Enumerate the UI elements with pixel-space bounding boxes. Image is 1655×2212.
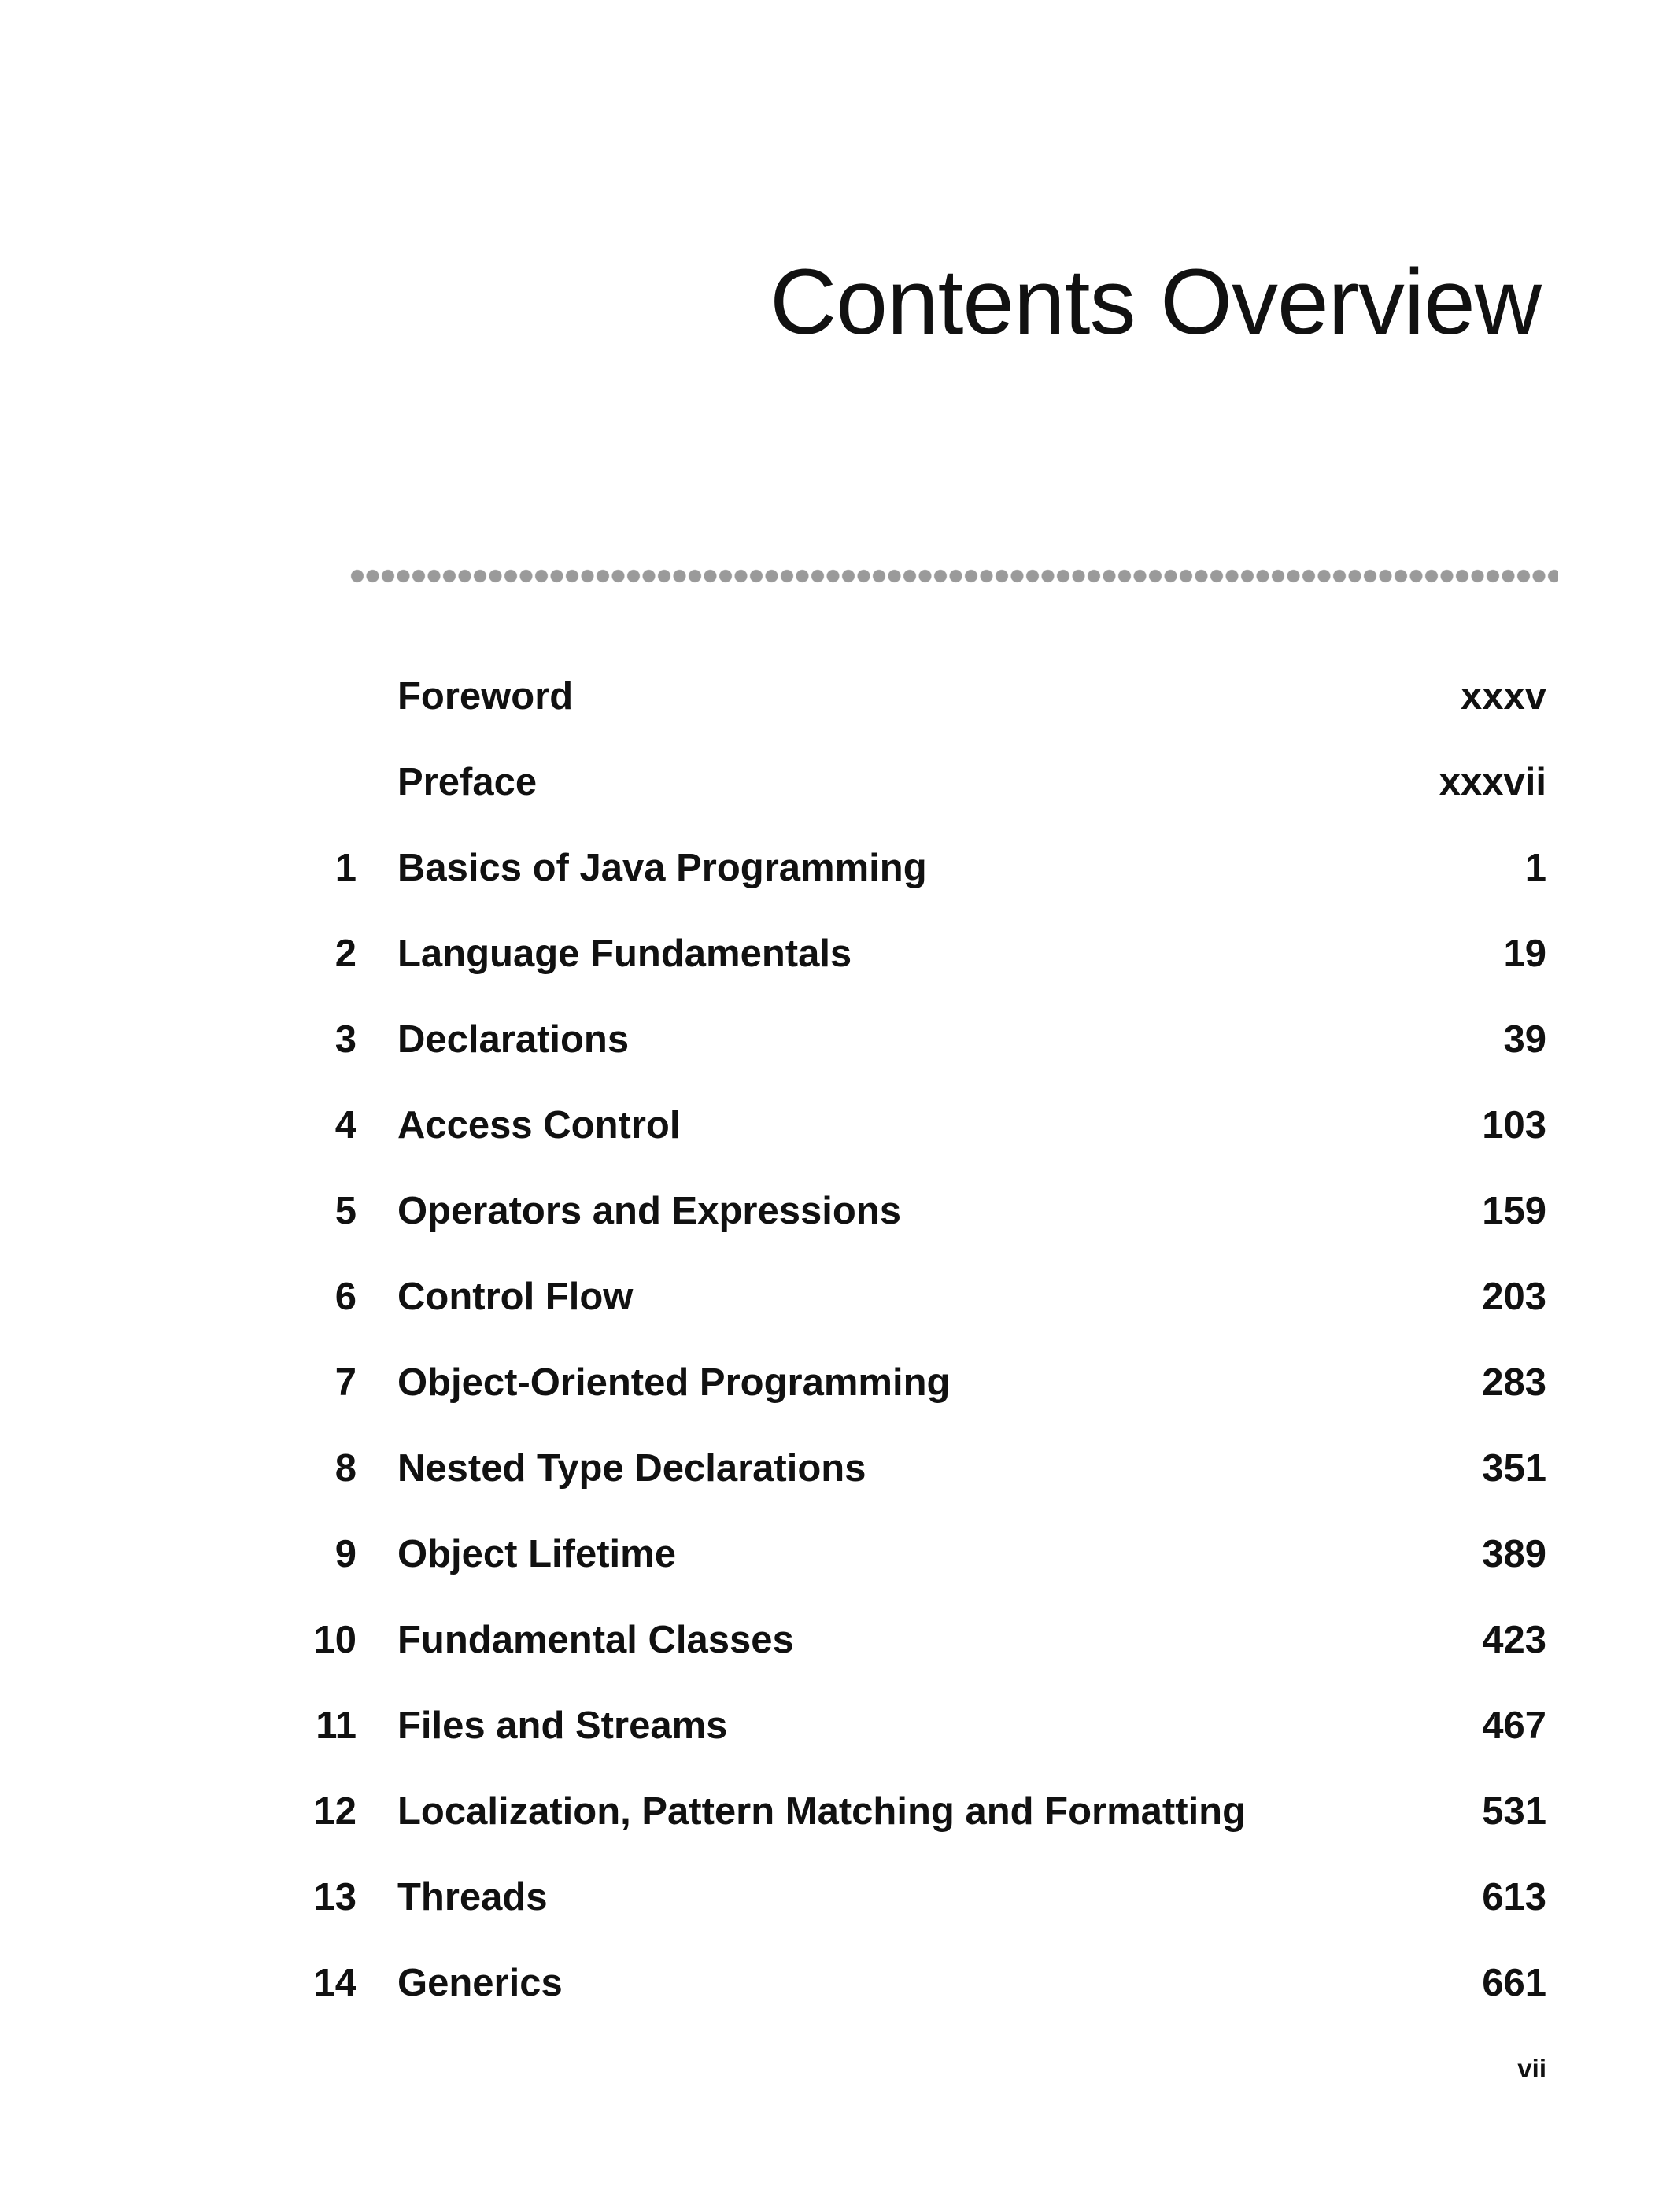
- toc-title[interactable]: Object Lifetime: [397, 1533, 676, 1575]
- toc-number: 5: [334, 1190, 356, 1232]
- toc-title[interactable]: Foreword: [397, 675, 574, 718]
- toc-row[interactable]: [0, 665, 1655, 751]
- toc-number: 1: [334, 847, 356, 889]
- toc-row[interactable]: [0, 1523, 1655, 1608]
- toc-page[interactable]: 159: [1482, 1190, 1546, 1232]
- toc-row[interactable]: [0, 1866, 1655, 1952]
- toc-number: 2: [334, 932, 356, 975]
- toc-page[interactable]: xxxvii: [1439, 761, 1546, 803]
- toc-page[interactable]: 283: [1482, 1361, 1546, 1404]
- toc-title[interactable]: Operators and Expressions: [397, 1190, 901, 1232]
- toc-title[interactable]: Threads: [397, 1876, 548, 1918]
- toc-number: 7: [334, 1361, 356, 1404]
- toc-title[interactable]: Object-Oriented Programming: [397, 1361, 951, 1404]
- toc-title[interactable]: Localization, Pattern Matching and Formatting: [397, 1790, 1247, 1833]
- toc-title[interactable]: Access Control: [397, 1104, 681, 1147]
- toc-page[interactable]: 19: [1503, 932, 1546, 975]
- dotted-divider: [350, 569, 1558, 583]
- toc-page[interactable]: 423: [1482, 1619, 1546, 1661]
- toc-title[interactable]: Basics of Java Programming: [397, 847, 927, 889]
- toc-number: 14: [313, 1962, 356, 2004]
- toc-number: 6: [334, 1276, 356, 1318]
- toc-list: [0, 665, 1655, 2037]
- toc-title[interactable]: Language Fundamentals: [397, 932, 852, 975]
- toc-number: 10: [313, 1619, 356, 1661]
- page-folio: vii: [1517, 2054, 1546, 2083]
- toc-page[interactable]: 103: [1482, 1104, 1546, 1147]
- toc-row[interactable]: [0, 1694, 1655, 1780]
- toc-number: 12: [313, 1790, 356, 1833]
- toc-page[interactable]: 389: [1482, 1533, 1546, 1575]
- toc-number: 9: [334, 1533, 356, 1575]
- toc-page[interactable]: 1: [1524, 847, 1546, 889]
- toc-page[interactable]: 531: [1482, 1790, 1546, 1833]
- toc-number: 13: [313, 1876, 356, 1918]
- toc-page[interactable]: 203: [1482, 1276, 1546, 1318]
- toc-title[interactable]: Fundamental Classes: [397, 1619, 794, 1661]
- toc-page[interactable]: 39: [1503, 1018, 1546, 1061]
- toc-title[interactable]: Declarations: [397, 1018, 630, 1061]
- toc-number: 4: [334, 1104, 356, 1147]
- toc-page[interactable]: 613: [1482, 1876, 1546, 1918]
- toc-row[interactable]: [0, 1351, 1655, 1437]
- toc-number: 8: [334, 1447, 356, 1490]
- toc-row[interactable]: [0, 751, 1655, 836]
- toc-page[interactable]: xxxv: [1460, 675, 1546, 718]
- toc-row[interactable]: [0, 1180, 1655, 1265]
- toc-row[interactable]: [0, 1437, 1655, 1523]
- page-title: Contents Overview: [770, 250, 1541, 354]
- toc-row[interactable]: [0, 1608, 1655, 1694]
- toc-row[interactable]: [0, 1780, 1655, 1866]
- toc-page[interactable]: 467: [1482, 1704, 1546, 1747]
- toc-title[interactable]: Nested Type Declarations: [397, 1447, 866, 1490]
- toc-page[interactable]: 661: [1482, 1962, 1546, 2004]
- toc-title[interactable]: Preface: [397, 761, 538, 803]
- toc-row[interactable]: [0, 836, 1655, 922]
- toc-row[interactable]: [0, 1094, 1655, 1180]
- toc-title[interactable]: Generics: [397, 1962, 563, 2004]
- toc-row[interactable]: [0, 1265, 1655, 1351]
- toc-row[interactable]: [0, 1952, 1655, 2037]
- toc-row[interactable]: [0, 1008, 1655, 1094]
- toc-page[interactable]: 351: [1482, 1447, 1546, 1490]
- toc-number: 3: [334, 1018, 356, 1061]
- toc-row[interactable]: [0, 922, 1655, 1008]
- toc-title[interactable]: Control Flow: [397, 1276, 634, 1318]
- toc-title[interactable]: Files and Streams: [397, 1704, 728, 1747]
- toc-number: 11: [316, 1704, 356, 1747]
